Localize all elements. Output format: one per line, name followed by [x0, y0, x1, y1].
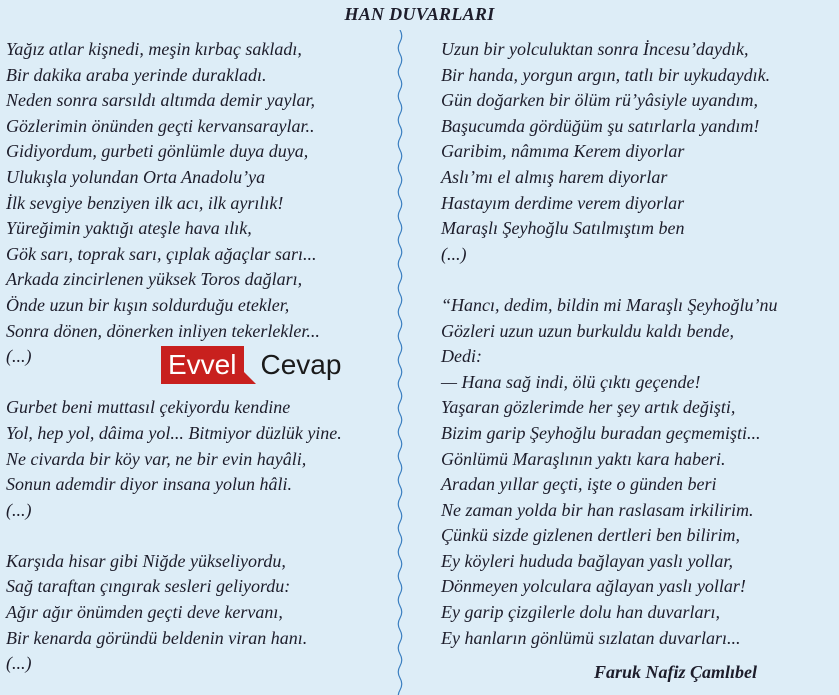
poem-line: Gözlerimin önünden geçti kervansaraylar.. — [6, 115, 315, 136]
poem-line: Neden sonra sarsıldı altımda demir yaylar, — [6, 90, 315, 111]
poem-line: Ulukışla yolundan Orta Anadolu’ya — [6, 166, 266, 187]
poem-line: Önde uzun bir kışın soldurduğu etekler, — [6, 294, 290, 315]
poem-line: Bir dakika araba yerinde durakladı. — [6, 64, 267, 85]
stanza-gap — [6, 523, 391, 549]
poem-line: Uzun bir yolculuktan sonra İncesu’daydık, — [441, 39, 749, 59]
poem-line: Yüreğimin yaktığı ateşle hava ılık, — [6, 218, 252, 239]
poem-line: Yaşaran gözlerimde her şey artık değişti, — [441, 397, 736, 418]
poem-line: Sağ taraftan çıngırak sesleri geliyordu: — [6, 576, 291, 597]
poem-line: Başucumda gördüğüm şu satırlarla yandım! — [441, 115, 760, 136]
poem-line: Arkada zincirlenen yüksek Toros dağları, — [6, 269, 303, 290]
poem-line: (...) — [6, 346, 32, 367]
poem-line: Gurbet beni muttasıl çekiyordu kendine — [6, 397, 291, 418]
poem-line: Maraşlı Şeyhoğlu Satılmıştım ben — [441, 218, 685, 239]
poem-line: Gözleri uzun uzun burkuldu kaldı bende, — [441, 320, 734, 341]
poem-line: Sonra dönen, dönerken inliyen tekerlekler... — [6, 320, 320, 341]
poem-line: Gün doğarken bir ölüm rü’yâsiyle uyandım, — [441, 90, 758, 111]
poem-line: Karşıda hisar gibi Niğde yükseliyordu, — [6, 550, 286, 571]
evvel-cevap-logo — [161, 346, 341, 384]
stanza-gap — [441, 267, 836, 293]
poem-line: — Hana sağ indi, ölü çıktı geçende! — [441, 371, 701, 392]
poem-line: Dönmeyen yolculara ağlayan yaslı yollar! — [441, 576, 746, 597]
poem-line: “Hancı, dedim, bildin mi Maraşlı Şeyhoğlu’nu — [441, 294, 778, 315]
poem-line: (...) — [6, 499, 32, 520]
poem-line: Bir handa, yorgun argın, tatlı bir uykudaydık. — [441, 64, 771, 85]
logo-part-dark: Cevap — [260, 349, 342, 380]
poem-line: Yağız atlar kişnedi, meşin kırbaç sakladı, — [6, 39, 302, 59]
poem-line: Bir kenarda göründü beldenin viran hanı. — [6, 627, 308, 648]
poem-line: Ne civarda bir köy var, ne bir evin hayâli, — [6, 448, 307, 469]
poem-line: Çünkü sizde gizlenen dertleri ben bilirim, — [441, 525, 740, 546]
poem-line: Ne zaman yolda bir han raslasam irkilirim. — [441, 499, 754, 520]
poem-line: Ey köyleri hududa bağlayan yaslı yollar, — [441, 550, 733, 571]
poem-line: Dedi: — [441, 346, 482, 367]
author-name: Faruk Nafiz Çamlıbel — [594, 662, 758, 682]
poem-line: Gönlümü Maraşlının yaktı kara haberi. — [441, 448, 726, 469]
poem-line: Aradan yıllar geçti, işte o günden beri — [441, 474, 717, 495]
poem-line: Yol, hep yol, dâima yol... Bitmiyor düzlük yine. — [6, 422, 342, 443]
poem-line: Ey garip çizgilerle dolu han duvarları, — [441, 602, 720, 623]
wavy-divider — [395, 30, 405, 695]
right-poem-column — [441, 37, 836, 651]
poem-line: Ey hanların gönlümü sızlatan duvarları... — [441, 627, 741, 648]
poem-line: Sonun ademdir diyor insana yolun hâli. — [6, 474, 292, 495]
poem-line: Gök sarı, toprak sarı, çıplak ağaçlar sarı... — [6, 243, 317, 264]
poem-line: Hastayım derdime verem diyorlar — [441, 192, 685, 213]
poem-line: Aslı’mı el almış harem diyorlar — [441, 166, 668, 187]
logo-part-red: Evvel — [161, 346, 244, 384]
poem-line: Garibim, nâmıma Kerem diyorlar — [441, 141, 685, 162]
poem-line: Gidiyordum, gurbeti gönlümle duya duya, — [6, 141, 309, 162]
poem-title: HAN DUVARLARI — [344, 4, 495, 24]
poem-line: Ağır ağır önümden geçti deve kervanı, — [6, 602, 283, 623]
poem-line: (...) — [6, 653, 32, 674]
poem-line: (...) — [441, 243, 467, 264]
poem-line: Bizim garip Şeyhoğlu buradan geçmemişti... — [441, 422, 761, 443]
poem-line: İlk sevgiye benziyen ilk acı, ilk ayrılık! — [6, 192, 284, 213]
